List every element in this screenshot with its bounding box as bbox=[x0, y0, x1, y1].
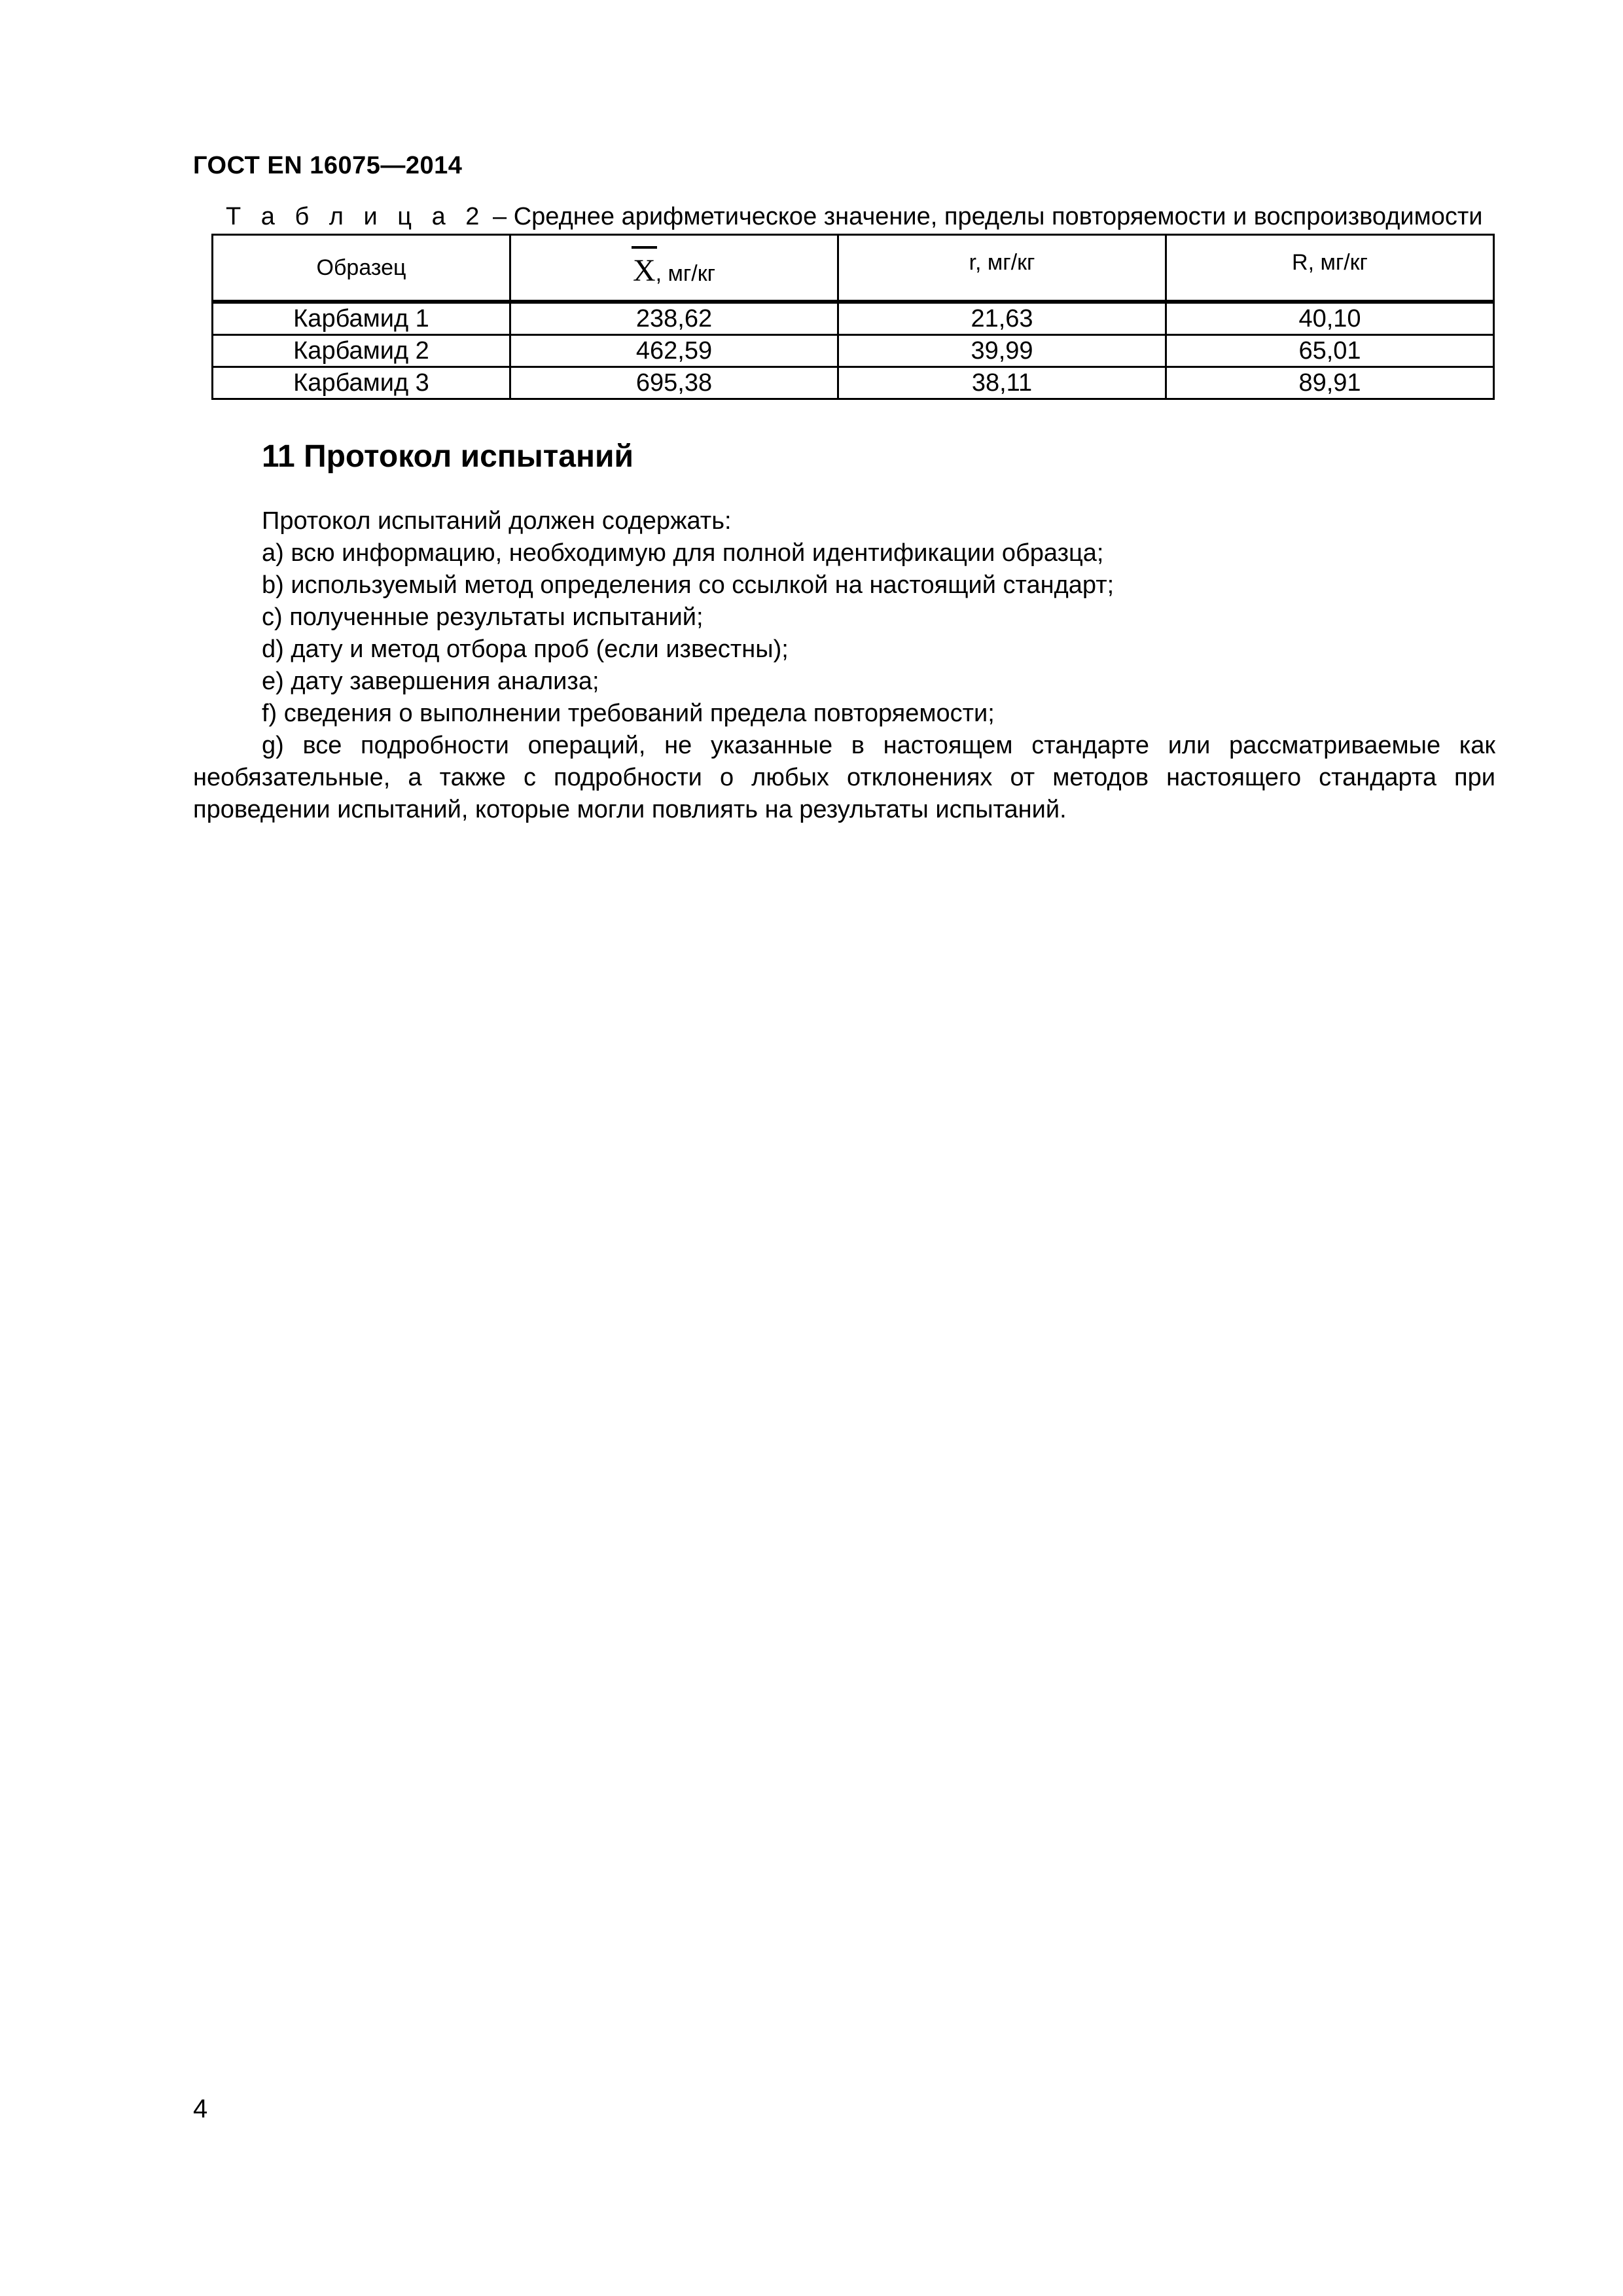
header-repeatability-label: r, мг/кг bbox=[969, 250, 1035, 275]
list-item: b) используемый метод определения со ссылкой на настоящий стандарт; bbox=[262, 571, 1115, 599]
cell-sample: Карбамид 3 bbox=[213, 367, 510, 399]
cell-r: 39,99 bbox=[838, 335, 1166, 367]
table-caption-label: Т а б л и ц а 2 bbox=[226, 203, 486, 230]
header-reproducibility-label: R, мг/кг bbox=[1292, 250, 1368, 275]
header-sample-label: Образец bbox=[316, 255, 406, 280]
list-item: e) дату завершения анализа; bbox=[262, 668, 599, 695]
cell-R: 65,01 bbox=[1166, 335, 1494, 367]
cell-mean: 695,38 bbox=[510, 367, 838, 399]
list-item: a) всю информацию, необходимую для полной идентификации образца; bbox=[262, 539, 1104, 567]
table-row bbox=[213, 302, 1494, 335]
cell-R: 40,10 bbox=[1166, 302, 1494, 335]
list-item: g) все подробности операций, не указанные в настоящем стандарте или рассматриваемые как необязательные, а также с подробности о любых отклонениях от методов настоящего стандарта при проведении испытаний, которые могли повлиять на результаты испытаний. bbox=[193, 732, 1495, 823]
list-item: d) дату и метод отбора проб (если известны); bbox=[262, 636, 789, 663]
mean-symbol: X bbox=[632, 253, 656, 288]
results-table bbox=[211, 234, 1495, 400]
table-caption bbox=[226, 203, 1502, 231]
table-caption-text: – Среднее арифметическое значение, пределы повторяемости и воспроизводимости bbox=[493, 203, 1483, 230]
document-header: ГОСТ EN 16075—2014 bbox=[193, 152, 463, 179]
cell-mean: 462,59 bbox=[510, 335, 838, 367]
list-item: c) полученные результаты испытаний; bbox=[262, 603, 704, 631]
list-item: f) сведения о выполнении требований предела повторяемости; bbox=[262, 700, 995, 727]
section-title: 11 Протокол испытаний bbox=[262, 439, 633, 474]
table-row bbox=[213, 335, 1494, 367]
protocol-intro: Протокол испытаний должен содержать: bbox=[262, 507, 732, 535]
cell-sample: Карбамид 1 bbox=[213, 302, 510, 335]
header-reproducibility bbox=[1166, 235, 1494, 302]
cell-sample: Карбамид 2 bbox=[213, 335, 510, 367]
header-sample bbox=[213, 235, 510, 302]
mean-unit: , мг/кг bbox=[655, 261, 716, 286]
cell-mean: 238,62 bbox=[510, 302, 838, 335]
header-mean bbox=[510, 235, 838, 302]
cell-R: 89,91 bbox=[1166, 367, 1494, 399]
cell-r: 38,11 bbox=[838, 367, 1166, 399]
table-header-row bbox=[213, 235, 1494, 302]
page-number: 4 bbox=[193, 2094, 208, 2123]
protocol-body bbox=[193, 505, 1495, 826]
header-repeatability bbox=[838, 235, 1166, 302]
cell-r: 21,63 bbox=[838, 302, 1166, 335]
table-row bbox=[213, 367, 1494, 399]
